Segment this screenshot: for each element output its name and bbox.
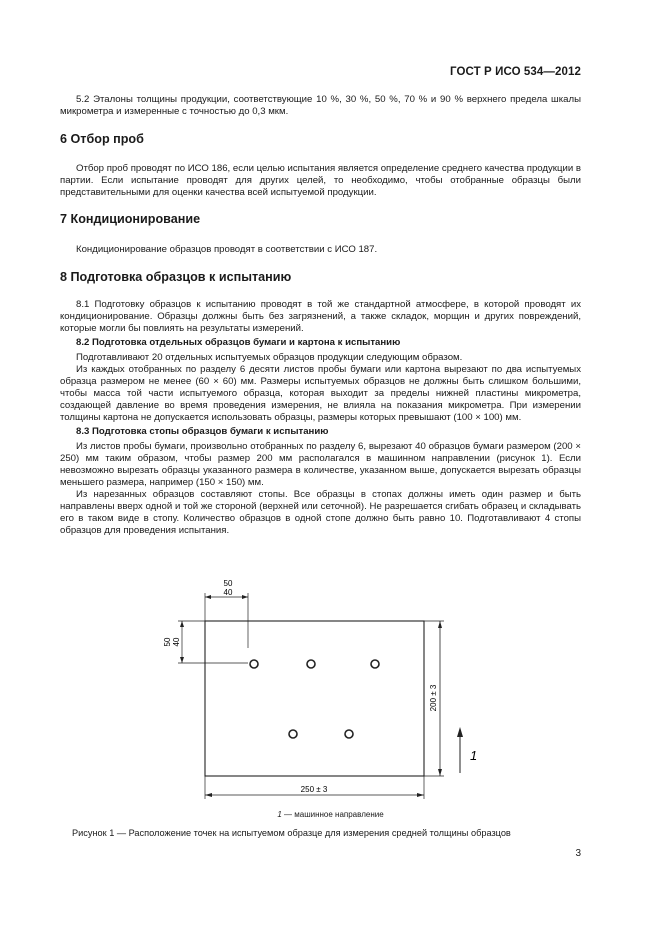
paragraph-8-2-b: Из каждых отобранных по разделу 6 десяти листов пробы бумаги или картона вырезают по два испытуемых образца размером не менее (60 × 60) мм. Размеры испытуемых образцов не должны быть слишком большими, чтобы масса той части испытуемого образца, которая выходит за пределы нижней пластины микрометра, создающей давление во время проведения измерения, не влияла на показания микрометра. При измерении толщины картона не допускается использовать образцы, размеры которых превышают (100 × 100) мм. xyxy=(60,364,581,423)
measurement-point xyxy=(307,660,315,668)
figure-legend xyxy=(0,810,661,819)
paragraph-5-2: 5.2 Эталоны толщины продукции, соответствующие 10 %, 30 %, 50 %, 70 % и 90 % верхнего предела шкалы микрометра и измеренные с точностью до 0,3 мкм. xyxy=(60,94,581,117)
dim-width-arrow-left xyxy=(205,793,212,797)
dim-left-40: 40 xyxy=(172,637,181,647)
dim-top-arrow-right xyxy=(242,595,248,599)
legend-text: — машинное направление xyxy=(281,810,384,819)
dim-top-arrow-left xyxy=(205,595,211,599)
document-header: ГОСТ Р ИСО 534—2012 xyxy=(449,66,581,78)
paragraph-7: Кондиционирование образцов проводят в соответствии с ИСО 187. xyxy=(76,244,378,255)
legend-number: 1 xyxy=(277,810,282,819)
section-6-heading: 6 Отбор проб xyxy=(60,132,144,146)
dim-left-arrow-top xyxy=(180,621,184,627)
dim-left-arrow-bottom xyxy=(180,657,184,663)
dim-top-40: 40 xyxy=(223,588,233,597)
sample-sheet xyxy=(205,621,424,776)
paragraph-8-1: 8.1 Подготовку образцов к испытанию проводят в той же стандартной атмосфере, в которой проводят их кондиционирование. Образцы должны быть без загрязнений, а также складок, морщин и других повреждений, которые могли бы повлиять на результаты измерений. xyxy=(60,299,581,334)
figure-1-diagram xyxy=(0,570,661,806)
dim-height-arrow-bottom xyxy=(438,769,442,776)
measurement-point xyxy=(250,660,258,668)
section-6-body xyxy=(60,163,581,199)
subsection-8-2-heading: 8.2 Подготовка отдельных образцов бумаги и картона к испытанию xyxy=(76,337,401,348)
measurement-point xyxy=(345,730,353,738)
dim-top-50: 50 xyxy=(223,579,233,588)
dim-left-50: 50 xyxy=(163,637,172,647)
paragraph-8-3-a: Из листов пробы бумаги, произвольно отобранных по разделу 6, вырезают 40 образцов бумаги размером (200 × 250) мм таким образом, чтобы размер 200 мм располагался в машинном направлении (рисунок 1). Если невозможно вырезать образцы указанного размера в количестве, указанном выше, допускается вырезать образцы меньшего размера, например (150 × 150) мм. xyxy=(60,441,581,488)
paragraph-8-3-b: Из нарезанных образцов составляют стопы. Все образцы в стопах должны иметь один размер и быть направлены вверх одной и той же стороной (верхней или сеточной). Не разрешается сгибать образец и складывать его в таком виде в стопу. Количество образцов в одной стопе должно быть равно 10. Подготавливают 4 стопы образцов для проведения испытания. xyxy=(60,489,581,536)
measurement-point xyxy=(371,660,379,668)
paragraph-6: Отбор проб проводят по ИСО 186, если целью испытания является определение среднего качества продукции в партии. Если испытание проводят для других целей, то необходимо, чтобы отобранные образцы были представительными для оценки качества всей испытуемой продукции. xyxy=(60,163,581,198)
section-7-heading: 7 Кондиционирование xyxy=(60,212,201,226)
dim-width-label: 250 ± 3 xyxy=(300,785,328,794)
dim-height-arrow-top xyxy=(438,621,442,628)
clause-5-2 xyxy=(60,94,581,118)
machine-direction-arrowhead xyxy=(457,727,463,737)
paragraph-8-2-a: Подготавливают 20 отдельных испытуемых образцов продукции следующим образом. xyxy=(76,352,463,363)
subsection-8-3-heading: 8.3 Подготовка стопы образцов бумаги к испытанию xyxy=(76,426,329,437)
measurement-point xyxy=(289,730,297,738)
section-8-body xyxy=(60,299,581,537)
machine-direction-label: 1 xyxy=(470,748,478,763)
section-8-heading: 8 Подготовка образцов к испытанию xyxy=(60,270,292,284)
page-number: 3 xyxy=(575,848,581,859)
figure-caption: Рисунок 1 — Расположение точек на испытуемом образце для измерения средней толщины образцов xyxy=(72,828,511,838)
section-7-body xyxy=(60,244,581,256)
dim-width-arrow-right xyxy=(417,793,424,797)
dim-height-label: 200 ± 3 xyxy=(429,684,438,712)
